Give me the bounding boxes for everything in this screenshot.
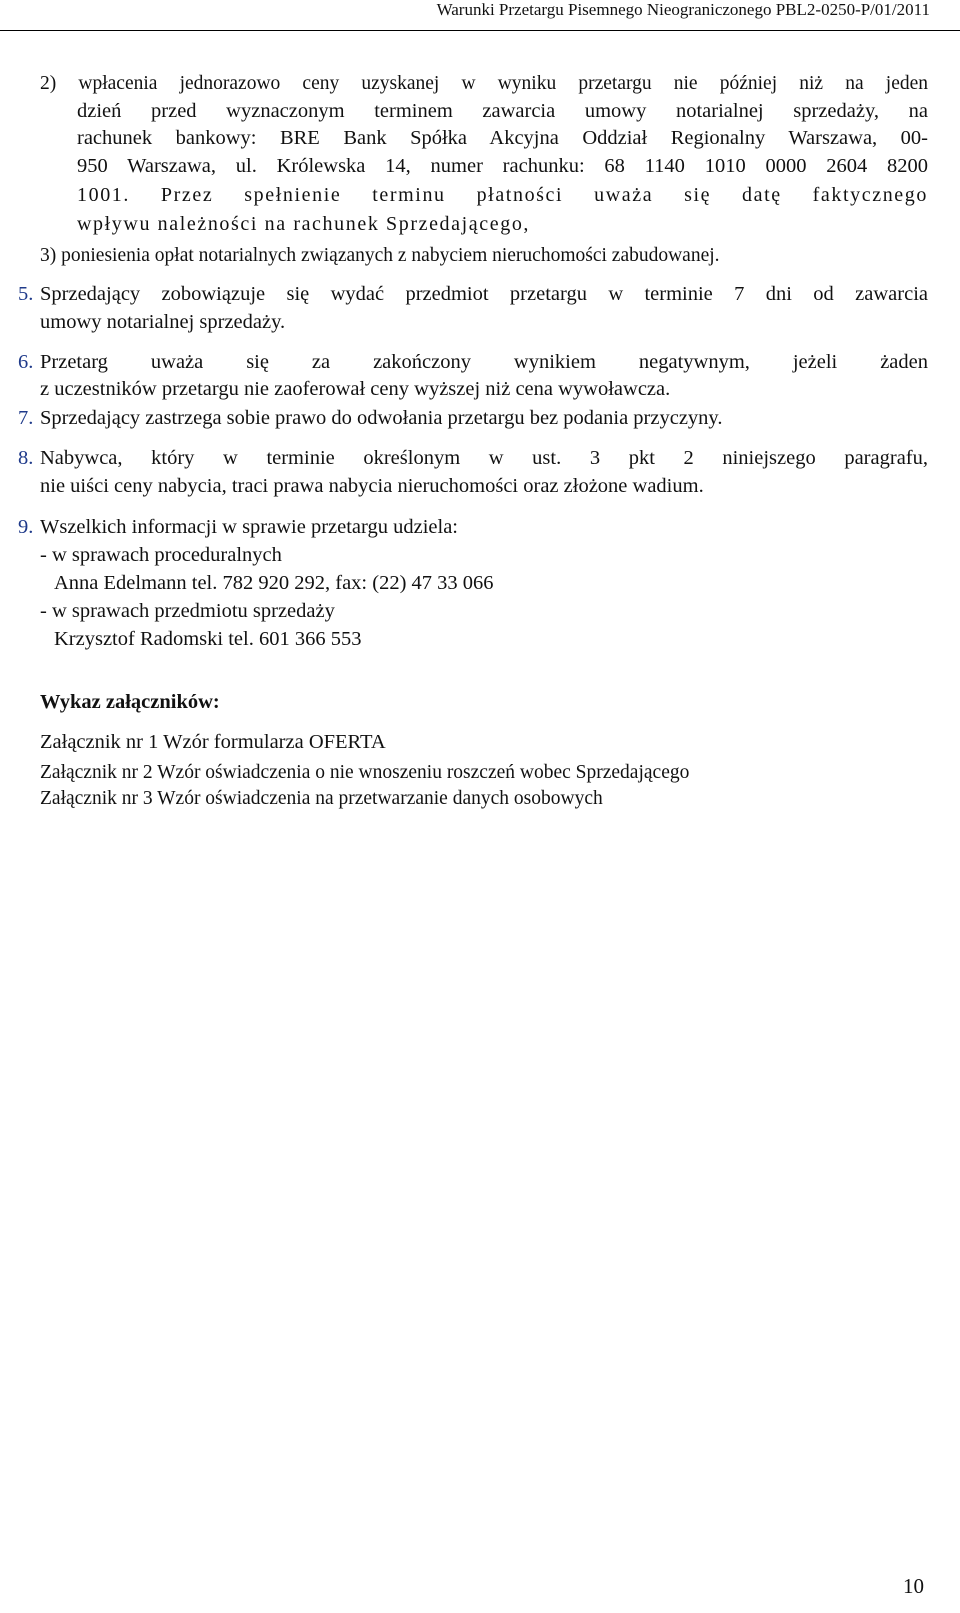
- header-rule: [0, 30, 960, 31]
- section-8-number: 8.: [18, 447, 34, 469]
- running-header: [200, 0, 930, 20]
- section-8-line-2: nie uiści ceny nabycia, traci prawa nabycia nieruchomości oraz złożone wadium.: [40, 475, 704, 497]
- item-2-line-4: 950 Warszawa, ul. Królewska 14, numer rachunku: 68 1140 1010 0000 2604 8200: [77, 155, 928, 177]
- section-7-line-1: Sprzedający zastrzega sobie prawo do odwołania przetargu bez podania przyczyny.: [40, 407, 723, 429]
- item-2-line-1: 2) wpłacenia jednorazowo ceny uzyskanej w wyniku przetargu nie później niż na jeden: [40, 73, 928, 94]
- page-number: 10: [903, 1574, 924, 1598]
- section-9-number: 9.: [18, 516, 34, 538]
- section-5-number: 5.: [18, 283, 34, 305]
- item-2-line-5: 1001. Przez spełnienie terminu płatności uważa się datę faktycznego: [77, 184, 928, 206]
- section-6-line-2: z uczestników przetargu nie zaoferował ceny wyższej niż cena wywoławcza.: [40, 378, 671, 400]
- contact-subject: Krzysztof Radomski tel. 601 366 553: [54, 628, 362, 650]
- section-6-line-1: Przetarg uważa się za zakończony wynikiem negatywnym, jeżeli żaden: [40, 351, 928, 373]
- section-5-line-2: umowy notarialnej sprzedaży.: [40, 311, 286, 333]
- section-6-number: 6.: [18, 351, 34, 373]
- attachments-heading: Wykaz załączników:: [40, 691, 220, 713]
- section-5-line-1: Sprzedający zobowiązuje się wydać przedmiot przetargu w terminie 7 dni od zawarcia: [40, 283, 928, 305]
- section-8-line-1: Nabywca, który w terminie określonym w ust. 3 pkt 2 niniejszego paragrafu,: [40, 447, 928, 469]
- section-9-line-2: - w sprawach proceduralnych: [40, 544, 282, 566]
- attachment-item: Załącznik nr 2 Wzór oświadczenia o nie wnoszeniu roszczeń wobec Sprzedającego: [40, 762, 690, 783]
- attachment-item: Załącznik nr 3 Wzór oświadczenia na przetwarzanie danych osobowych: [40, 788, 603, 809]
- section-7-number: 7.: [18, 407, 34, 429]
- contact-procedural: Anna Edelmann tel. 782 920 292, fax: (22) 47 33 066: [54, 572, 494, 594]
- item-2-line-3: rachunek bankowy: BRE Bank Spółka Akcyjna Oddział Regionalny Warszawa, 00-: [77, 127, 928, 149]
- section-9-line-1: Wszelkich informacji w sprawie przetargu udziela:: [40, 516, 458, 538]
- attachment-item: Załącznik nr 1 Wzór formularza OFERTA: [40, 731, 386, 753]
- item-2-line-2: dzień przed wyznaczonym terminem zawarcia umowy notarialnej sprzedaży, na: [77, 100, 928, 122]
- item-2-line-6: wpływu należności na rachunek Sprzedającego,: [77, 213, 531, 235]
- item-3-line-1: 3) poniesienia opłat notarialnych związanych z nabyciem nieruchomości zabudowanej.: [40, 245, 720, 266]
- section-9-line-4: - w sprawach przedmiotu sprzedaży: [40, 600, 335, 622]
- header-title: Warunki Przetargu Pisemnego Nieograniczonego PBL2-0250-P/01/2011: [436, 0, 930, 19]
